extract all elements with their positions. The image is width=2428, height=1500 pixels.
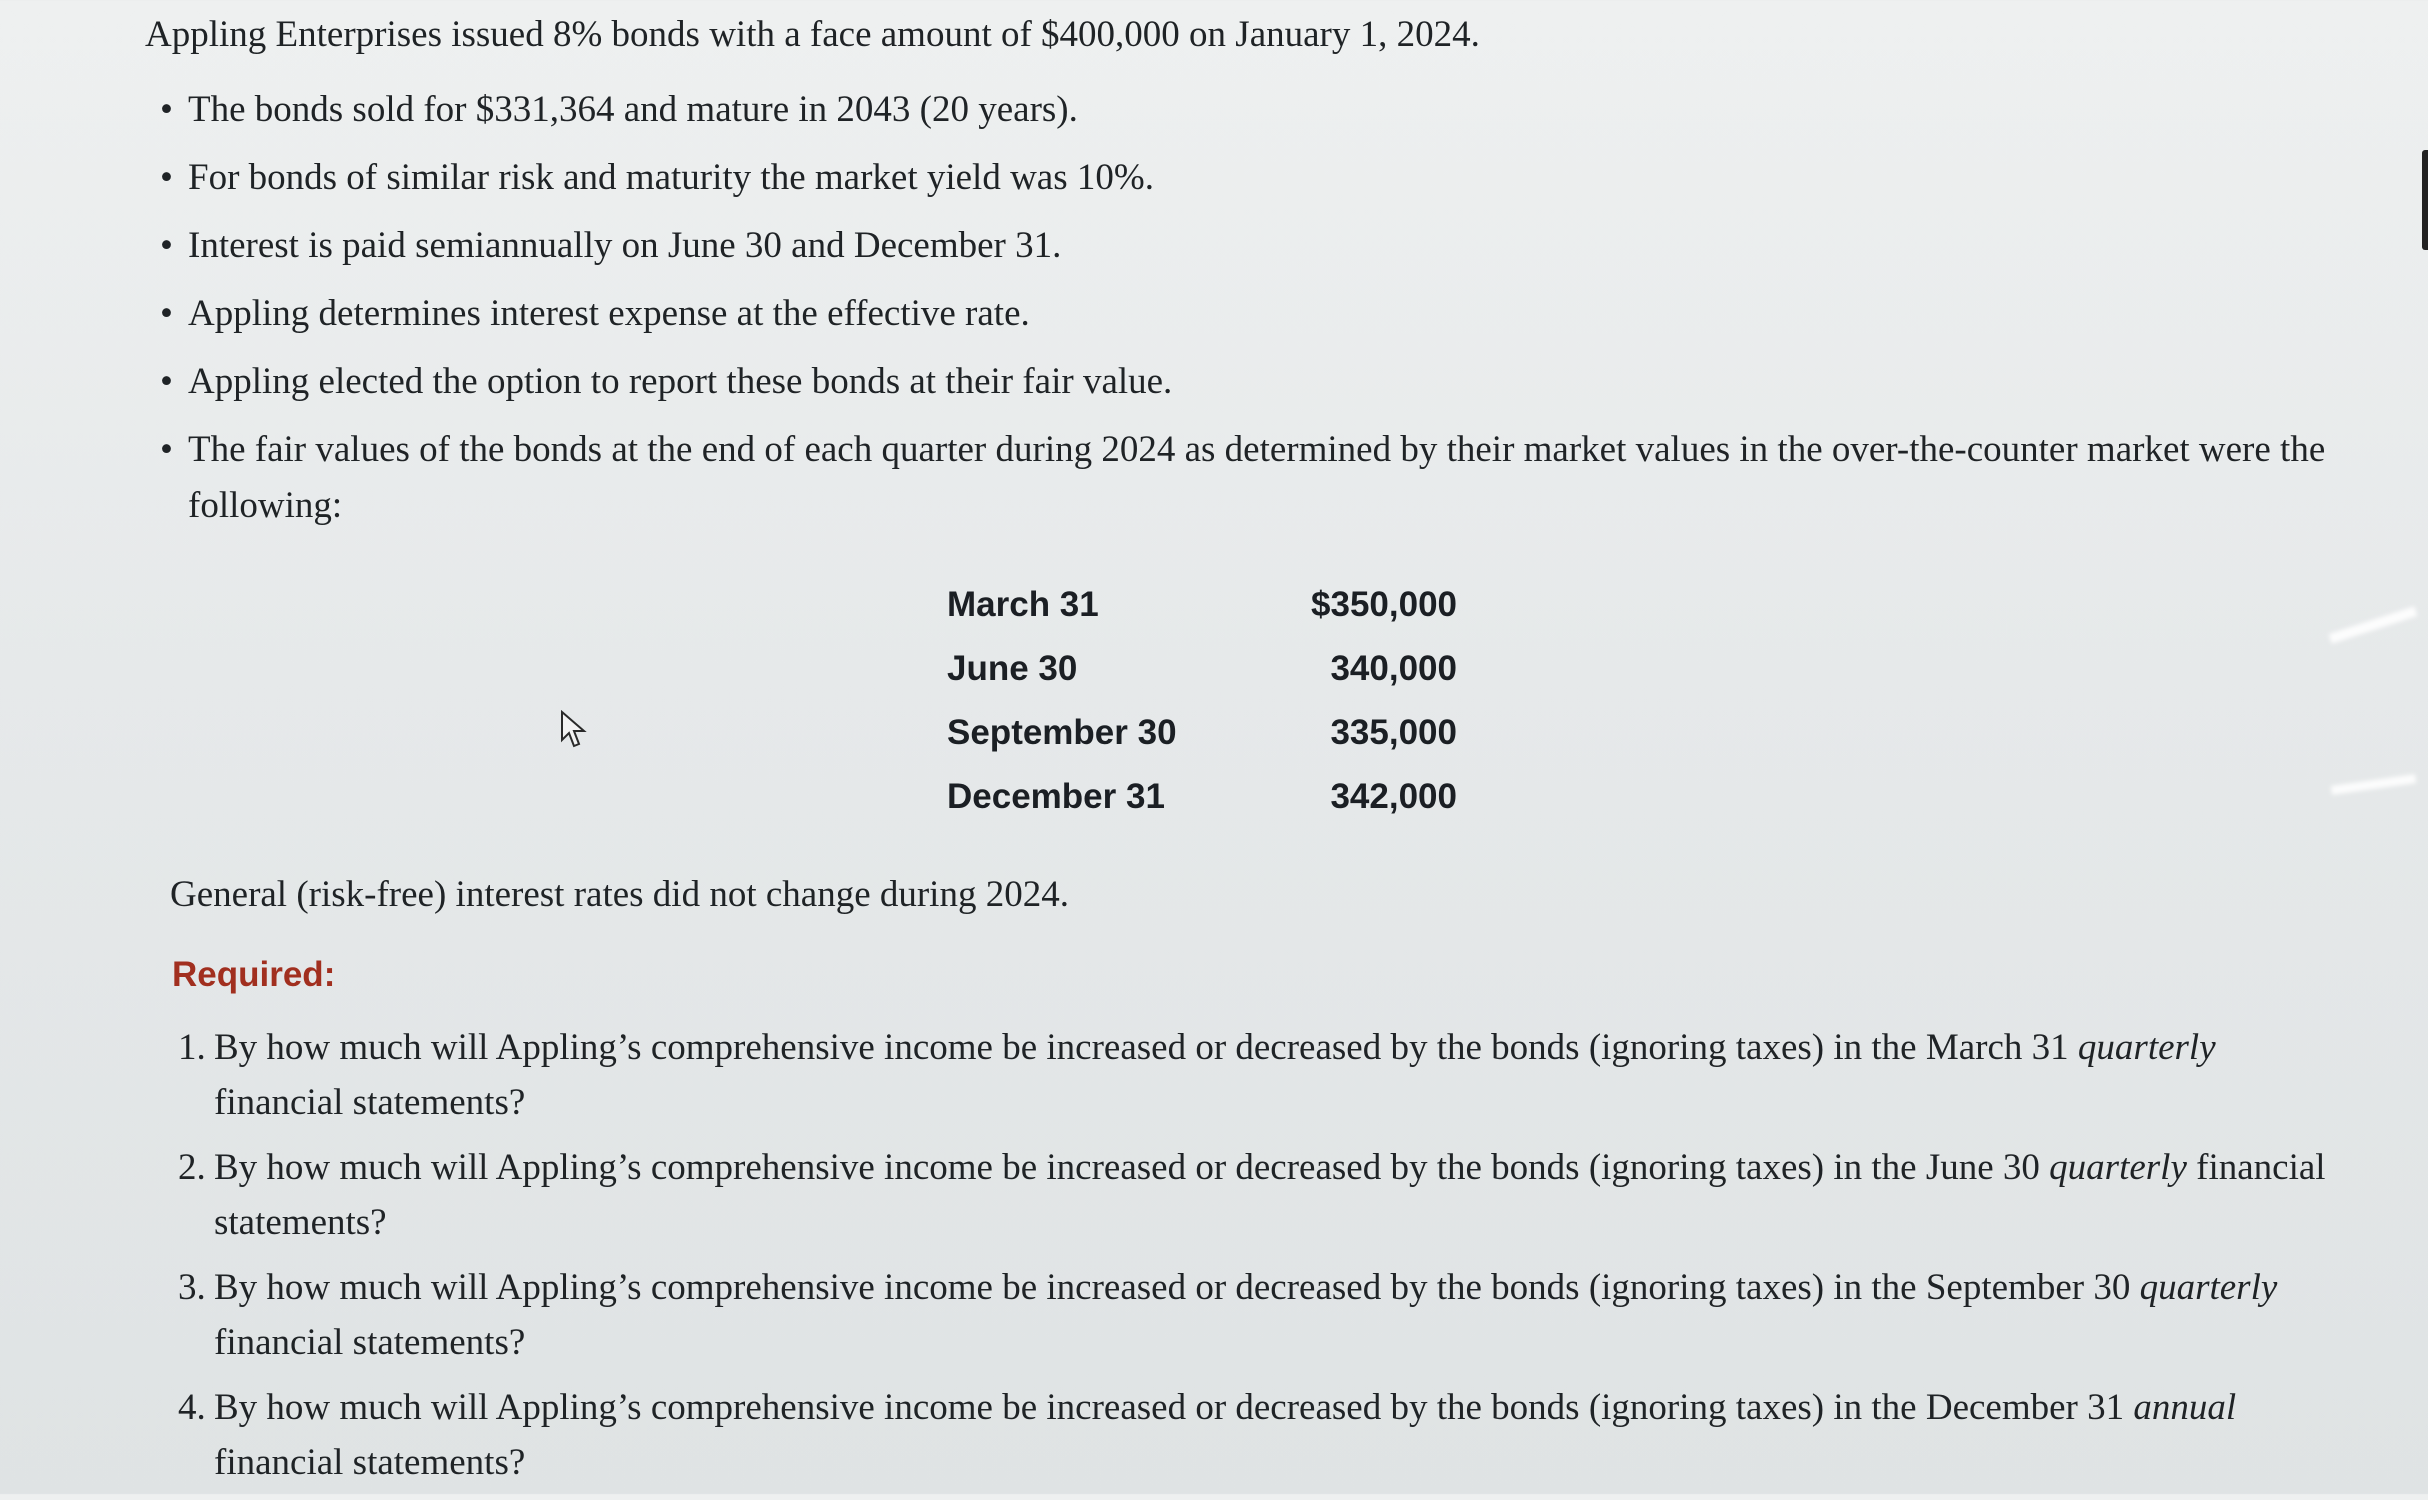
question-item [178, 1380, 2328, 1490]
fair-value-row [947, 585, 1467, 649]
fair-value-table [947, 585, 1467, 841]
question-text: By how much will Appling’s comprehensive income be increased or decreased by the bonds (ignoring taxes) in the December 31 [214, 1387, 2125, 1428]
fact-item: • The fair values of the bonds at the end of each quarter during 2024 as determined by their market values in the over-the-counter market were the following: [160, 422, 2360, 534]
fair-value-row [947, 713, 1467, 777]
fair-value-row [947, 649, 1467, 713]
question-number: 3. [178, 1267, 206, 1308]
fact-item: • Interest is paid semiannually on June 30 and December 31. [160, 218, 2360, 274]
bullet-icon: • [160, 429, 173, 470]
question-item [178, 1140, 2328, 1250]
question-item [178, 1260, 2328, 1370]
mouse-pointer-icon [560, 710, 588, 750]
bullet-icon: • [160, 89, 173, 130]
question-item [178, 1020, 2328, 1130]
bullet-icon: • [160, 157, 173, 198]
question-number: 4. [178, 1387, 206, 1428]
fact-item: • Appling elected the option to report these bonds at their fair value. [160, 354, 2360, 410]
question-emphasis: annual [2133, 1387, 2237, 1428]
fair-value-date: September 30 [947, 713, 1177, 752]
question-emphasis: quarterly [2139, 1267, 2278, 1308]
fair-value-row [947, 777, 1467, 841]
interest-note: General (risk-free) interest rates did not change during 2024. [170, 874, 1069, 915]
question-tail: financial statements? [214, 1082, 526, 1123]
fair-value-date: June 30 [947, 649, 1078, 688]
question-number: 2. [178, 1147, 206, 1188]
problem-intro: Appling Enterprises issued 8% bonds with a face amount of $400,000 on January 1, 2024. [145, 14, 1480, 55]
bullet-icon: • [160, 225, 173, 266]
bullet-icon: • [160, 293, 173, 334]
bullet-icon: • [160, 361, 173, 402]
screen-glare [2331, 774, 2416, 795]
fact-item: • Appling determines interest expense at the effective rate. [160, 286, 2360, 342]
fair-value-amount: 340,000 [1330, 649, 1457, 688]
fair-value-date: March 31 [947, 585, 1099, 624]
screen-glare [2329, 606, 2418, 643]
screen-edge-marker [2422, 150, 2428, 250]
question-text: By how much will Appling’s comprehensive income be increased or decreased by the bonds (ignoring taxes) in the June 30 [214, 1147, 2040, 1188]
question-number: 1. [178, 1027, 206, 1068]
question-tail: financial statements? [214, 1322, 526, 1363]
question-tail: financial statements? [214, 1442, 526, 1483]
fair-value-date: December 31 [947, 777, 1165, 816]
fact-item: • For bonds of similar risk and maturity the market yield was 10%. [160, 150, 2360, 206]
fair-value-amount: 342,000 [1330, 777, 1457, 816]
question-text: By how much will Appling’s comprehensive income be increased or decreased by the bonds (ignoring taxes) in the March 31 [214, 1027, 2069, 1068]
question-tail: financial statements? [214, 1147, 2326, 1243]
question-emphasis: quarterly [2077, 1027, 2216, 1068]
fact-list [160, 82, 2360, 546]
fair-value-amount: $350,000 [1311, 585, 1457, 624]
question-emphasis: quarterly [2049, 1147, 2187, 1188]
required-questions [178, 1020, 2328, 1500]
fair-value-amount: 335,000 [1330, 713, 1457, 752]
required-heading: Required: [172, 955, 336, 994]
fact-item: • The bonds sold for $331,364 and mature in 2043 (20 years). [160, 82, 2360, 138]
question-text: By how much will Appling’s comprehensive income be increased or decreased by the bonds (ignoring taxes) in the September 30 [214, 1267, 2131, 1308]
